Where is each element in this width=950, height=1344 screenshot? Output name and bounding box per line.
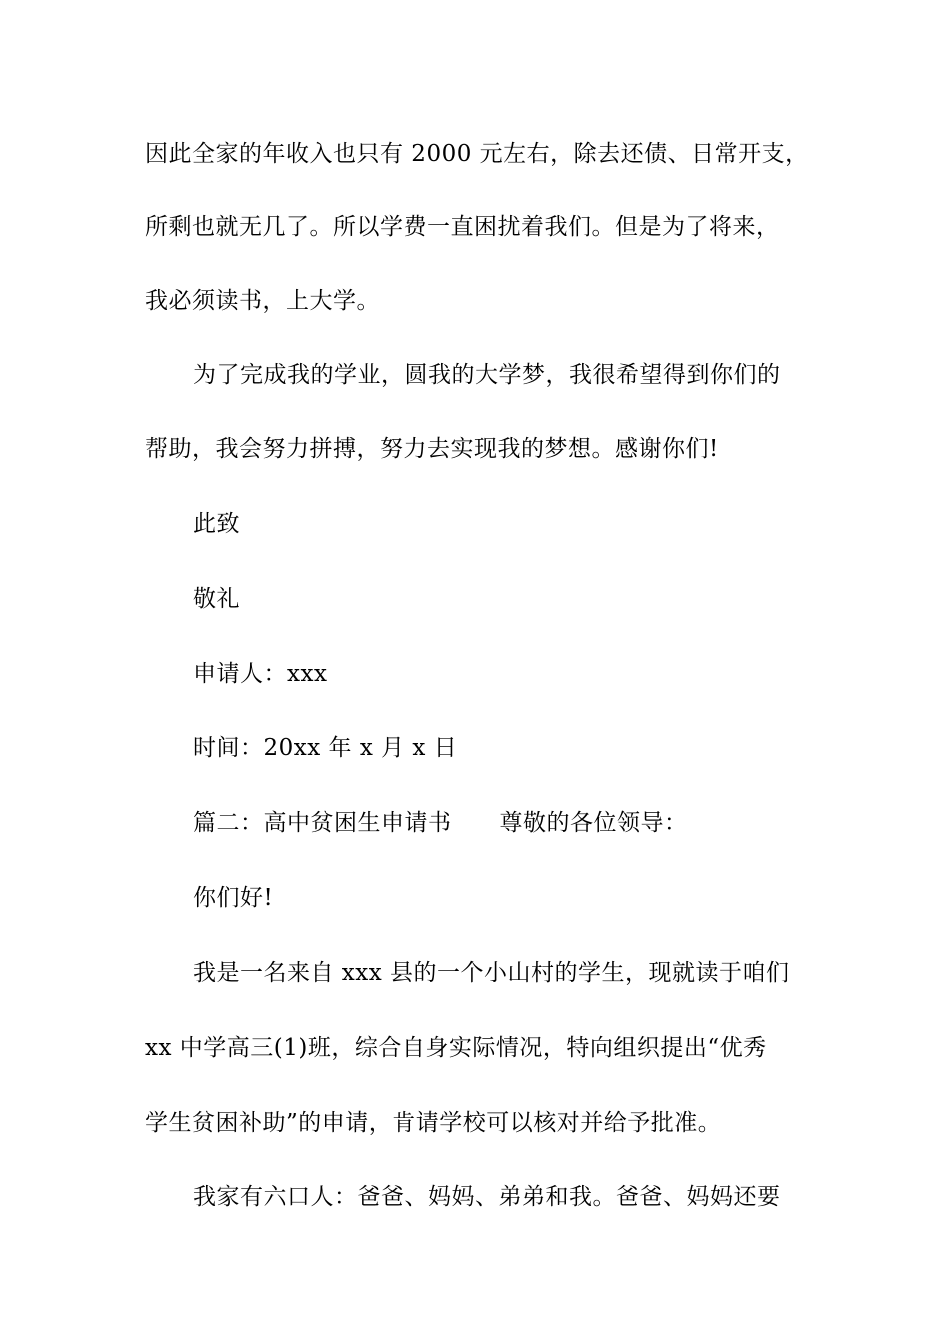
paragraph-line: 为了完成我的学业，圆我的大学梦，我很希望得到你们的 bbox=[193, 362, 781, 388]
closing-regards: 敬礼 bbox=[193, 586, 240, 612]
closing-salutation: 此致 bbox=[193, 511, 240, 537]
paragraph-line: 因此全家的年收入也只有 2000 元左右，除去还债、日常开支， bbox=[145, 141, 809, 167]
paragraph-line: 我家有六口人：爸爸、妈妈、弟弟和我。爸爸、妈妈还要 bbox=[193, 1184, 781, 1210]
section-title: 篇二：高中贫困生申请书 bbox=[193, 810, 452, 836]
paragraph-line: 我是一名来自 xxx 县的一个小山村的学生，现就读于咱们 bbox=[193, 960, 790, 986]
paragraph-line: xx 中学高三(1)班，综合自身实际情况，特向组织提出“优秀 bbox=[145, 1035, 767, 1061]
paragraph-line: 帮助，我会努力拼搏，努力去实现我的梦想。感谢你们! bbox=[145, 436, 719, 462]
date-line: 时间：20xx 年 x 月 x 日 bbox=[193, 735, 458, 761]
paragraph-line: 我必须读书，上大学。 bbox=[145, 288, 380, 314]
section-heading-line bbox=[193, 808, 810, 838]
paragraph-line: 学生贫困补助”的申请，肯请学校可以核对并给予批准。 bbox=[145, 1110, 722, 1136]
paragraph-line: 所剩也就无几了。所以学费一直困扰着我们。但是为了将来， bbox=[145, 214, 780, 240]
greeting: 你们好! bbox=[193, 885, 274, 911]
applicant-line: 申请人：xxx bbox=[193, 661, 328, 687]
greeting-recipient: 尊敬的各位领导： bbox=[499, 810, 688, 836]
